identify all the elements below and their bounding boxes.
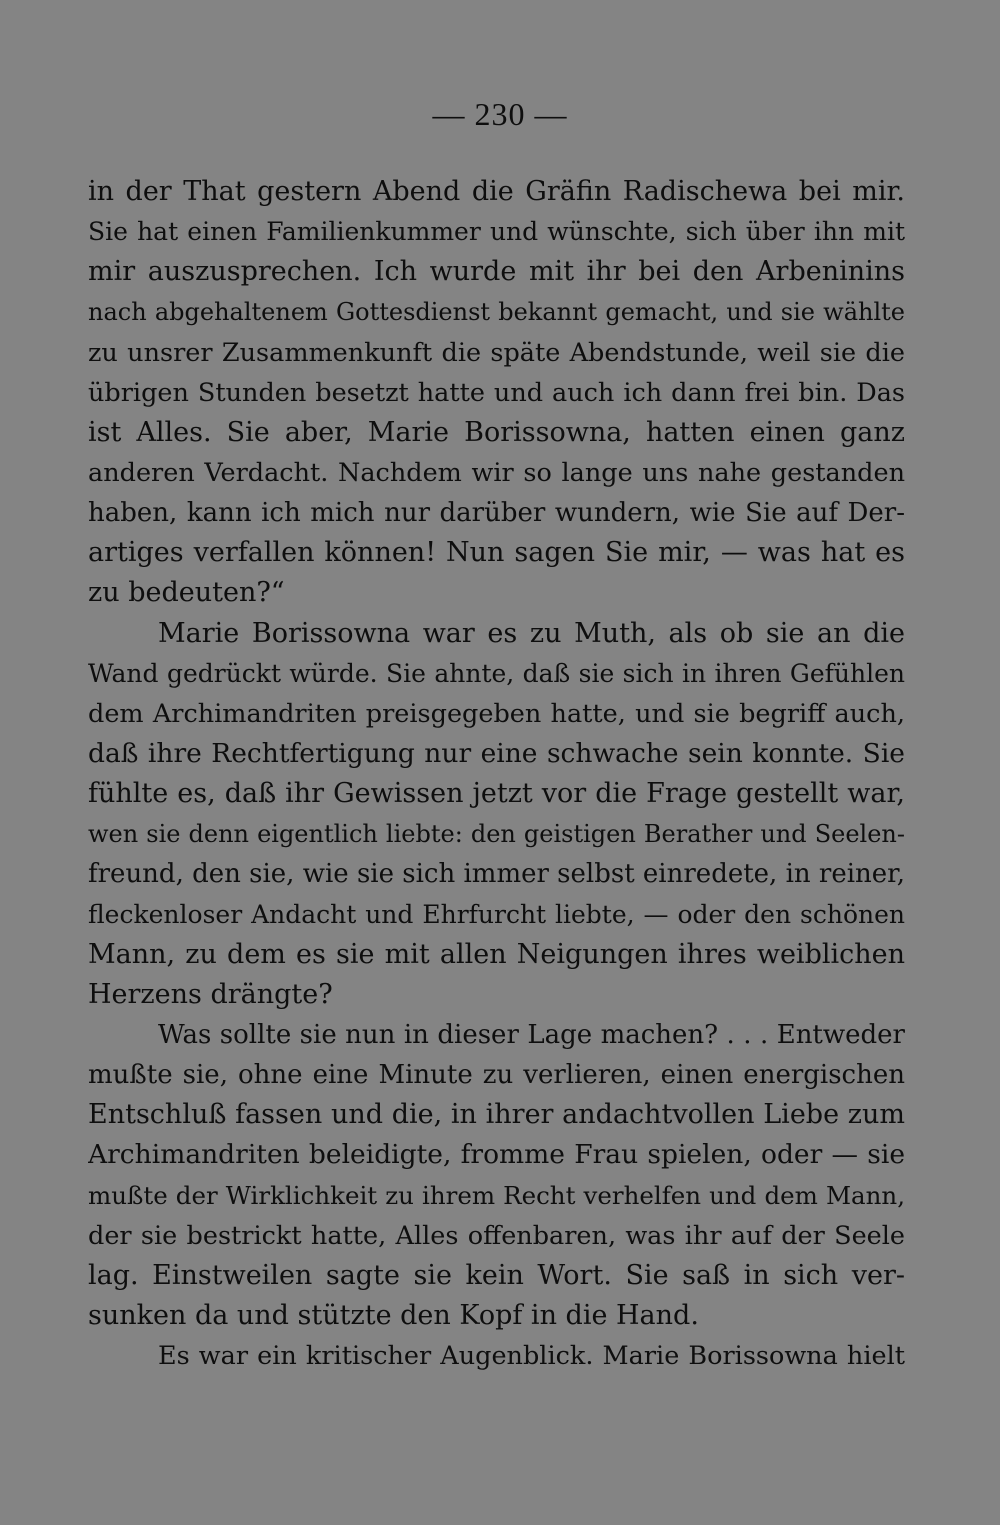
text-line: nach abgehaltenem Gottesdienst bekannt gemacht, und sie wählte [88, 298, 905, 327]
text-line: Herzens drängte? [88, 978, 333, 1010]
text-line: in der That gestern Abend die Gräfin Radischewa bei mir. [88, 176, 905, 207]
text-line: Archimandriten beleidigte, fromme Frau spielen, oder — sie [88, 1139, 905, 1171]
text-line: fleckenloser Andacht und Ehrfurcht liebte, — oder den schönen [88, 899, 905, 929]
text-line: mir auszusprechen. Ich wurde mit ihr bei den Arbeninins [88, 256, 905, 288]
text-line: artiges verfallen können! Nun sagen Sie mir, — was hat es [88, 537, 905, 569]
text-line: Es war ein kritischer Augenblick. Marie Borissowna hielt [158, 1341, 905, 1372]
text-line: haben, kann ich mich nur darüber wundern, wie Sie auf Der- [88, 498, 905, 529]
body-text [88, 172, 905, 1376]
text-line: zu bedeuten?“ [88, 577, 285, 609]
text-line: mußte der Wirklichkeit zu ihrem Recht verhelfen und dem Mann, [88, 1180, 905, 1210]
text-line: lag. Einstweilen sagte sie kein Wort. Sie saß in sich ver- [88, 1259, 905, 1291]
text-line: Marie Borissowna war es zu Muth, als ob sie an die [158, 617, 905, 649]
text-line: dem Archimandriten preisgegeben hatte, und sie begriff auch, [88, 698, 905, 729]
text-line: freund, den sie, wie sie sich immer selbst einredete, in reiner, [88, 859, 905, 890]
text-line: Wand gedrückt würde. Sie ahnte, daß sie sich in ihren Gefühlen [88, 658, 905, 688]
text-line: ist Alles. Sie aber, Marie Borissowna, hatten einen ganz [88, 416, 905, 448]
text-line: zu unsrer Zusammenkunft die späte Abendstunde, weil sie die [88, 337, 905, 368]
text-line: mußte sie, ohne eine Minute zu verlieren, einen energischen [88, 1060, 905, 1091]
text-line: übrigen Stunden besetzt hatte und auch ich dann frei bin. Das [88, 377, 905, 408]
text-line: der sie bestrickt hatte, Alles offenbaren, was ihr auf der Seele [88, 1220, 905, 1251]
text-line: sunken da und stützte den Kopf in die Hand. [88, 1299, 699, 1331]
text-line: wen sie denn eigentlich liebte: den geistigen Berather und Seelen- [88, 820, 905, 849]
text-line: Was sollte sie nun in dieser Lage machen? . . . Entweder [158, 1019, 905, 1050]
text-line: anderen Verdacht. Nachdem wir so lange uns nahe gestanden [88, 457, 905, 488]
text-line: Mann, zu dem es sie mit allen Neigungen ihres weiblichen [88, 938, 905, 970]
text-line: Entschluß fassen und die, in ihrer andachtvollen Liebe zum [88, 1099, 905, 1131]
text-line: daß ihre Rechtfertigung nur eine schwache sein konnte. Sie [88, 737, 905, 769]
page-number: — 230 — [432, 96, 568, 132]
text-line: Sie hat einen Familienkummer und wünschte, sich über ihn mit [88, 217, 905, 247]
text-line: fühlte es, daß ihr Gewissen jetzt vor die Frage gestellt war, [88, 778, 905, 810]
